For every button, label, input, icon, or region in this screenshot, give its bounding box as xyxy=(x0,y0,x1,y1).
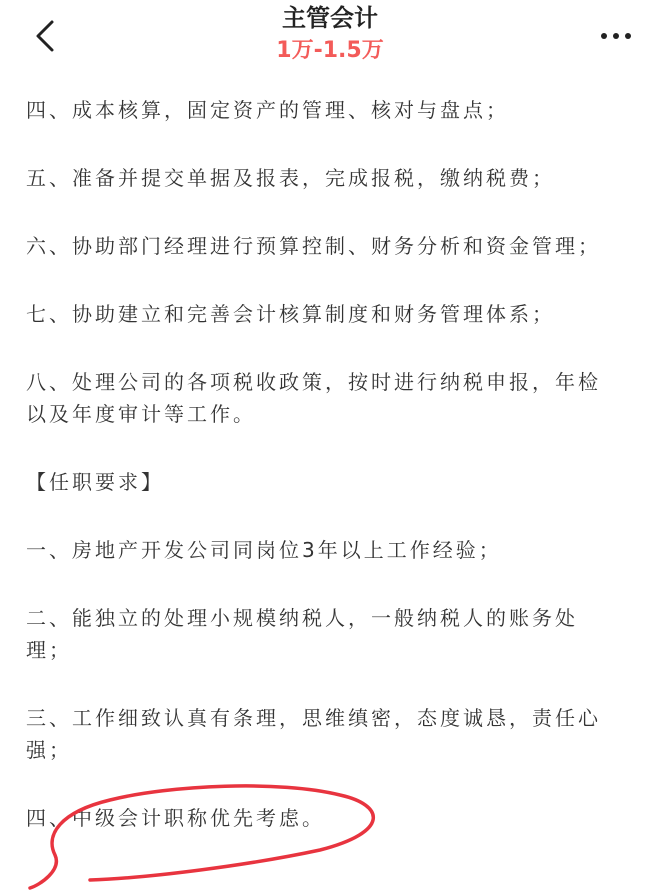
paragraph-line: 七、协助建立和完善会计核算制度和财务管理体系； xyxy=(26,302,555,326)
section-heading: 【任职要求】 xyxy=(26,470,164,494)
requirement-item-3 xyxy=(26,702,636,766)
paragraph-line: 四、成本核算，固定资产的管理、核对与盘点； xyxy=(26,98,509,122)
paragraph-line: 二、能独立的处理小规模纳税人，一般纳税人的账务处 xyxy=(26,606,578,630)
duty-item-5 xyxy=(26,162,636,194)
duty-item-4 xyxy=(26,94,636,126)
paragraph-line: 强； xyxy=(26,738,72,762)
duty-item-8 xyxy=(26,366,636,430)
job-description xyxy=(26,94,636,870)
paragraph-line: 八、处理公司的各项税收政策，按时进行纳税申报，年检 xyxy=(26,370,601,394)
navigation-header xyxy=(0,0,660,80)
back-button[interactable] xyxy=(26,14,70,58)
salary-range: 1万-1.5万 xyxy=(276,38,384,63)
more-button[interactable] xyxy=(594,18,638,54)
requirements-heading xyxy=(26,466,636,498)
paragraph-line: 五、准备并提交单据及报表，完成报税，缴纳税费； xyxy=(26,166,555,190)
chevron-left-icon xyxy=(26,14,70,58)
duty-item-6 xyxy=(26,230,636,262)
paragraph-line: 理； xyxy=(26,638,72,662)
paragraph-line: 六、协助部门经理进行预算控制、财务分析和资金管理； xyxy=(26,234,601,258)
more-dots-icon xyxy=(594,18,638,54)
requirement-item-2 xyxy=(26,602,636,666)
requirement-item-4 xyxy=(26,802,636,834)
requirement-item-1 xyxy=(26,534,636,566)
header-title-group xyxy=(130,2,530,66)
page-title: 主管会计 xyxy=(282,4,378,32)
paragraph-line: 以及年度审计等工作。 xyxy=(26,402,256,426)
duty-item-7 xyxy=(26,298,636,330)
paragraph-line: 四、中级会计职称优先考虑。 xyxy=(26,806,325,830)
paragraph-line: 一、房地产开发公司同岗位3年以上工作经验； xyxy=(26,538,502,562)
paragraph-line: 三、工作细致认真有条理，思维缜密，态度诚恳，责任心 xyxy=(26,706,601,730)
